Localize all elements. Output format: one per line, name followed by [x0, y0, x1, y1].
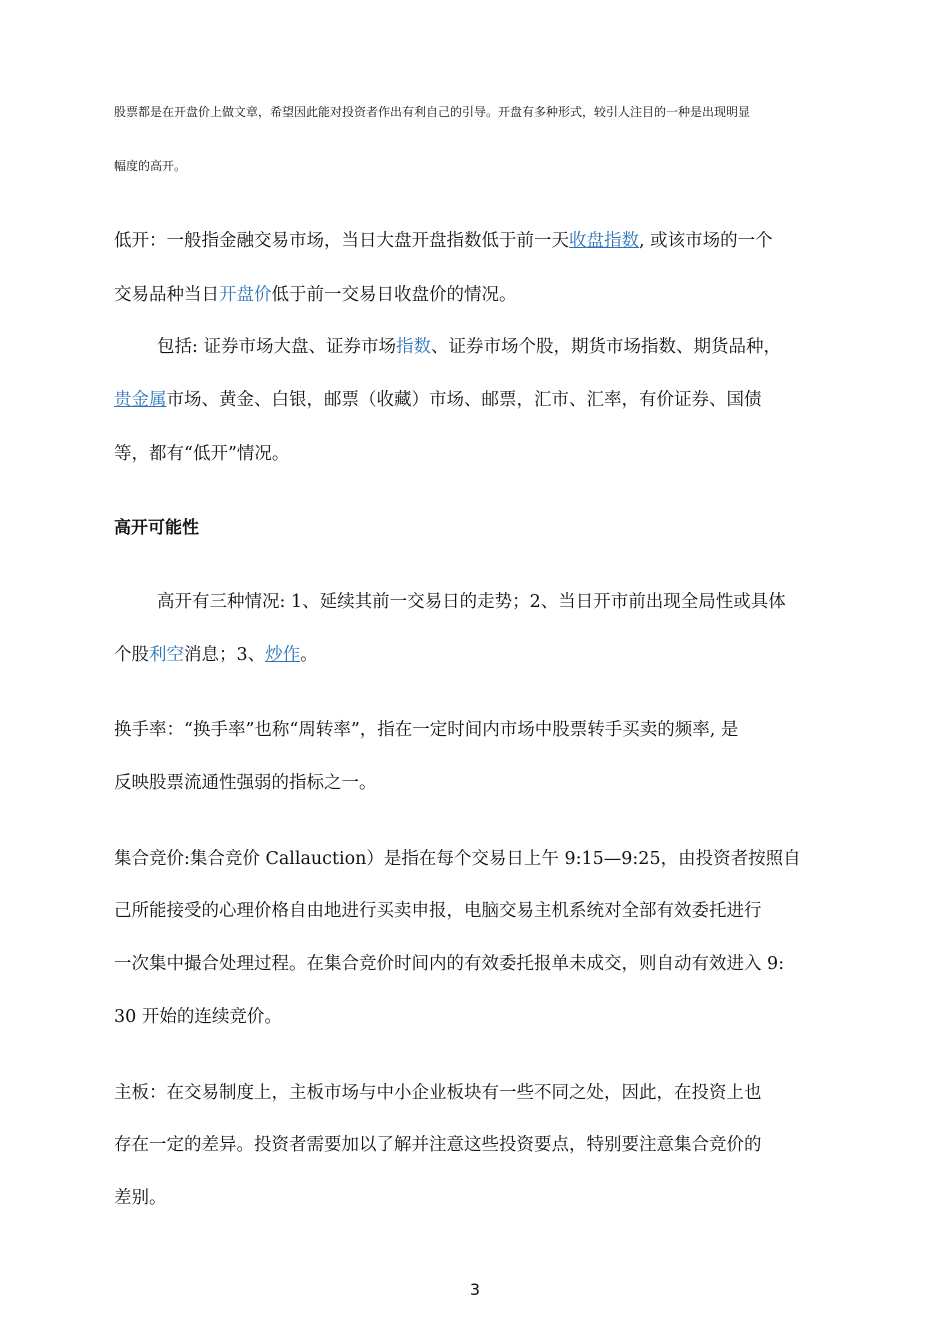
link-bearish[interactable]: 利空 [149, 645, 184, 665]
text-line: 一次集中撮合处理过程。在集合竞价时间内的有效委托报单未成交，则自动有效进入 9: [114, 954, 785, 974]
text-line [114, 386, 762, 411]
text-span: 低于前一交易日收盘价的情况。 [271, 285, 517, 305]
link-precious-metals[interactable]: 贵金属 [114, 390, 167, 410]
text-span: 。 [300, 645, 318, 665]
text-span: 市场、黄金、白银，邮票（收藏）市场、邮票，汇市、汇率，有价证券、国债 [166, 390, 762, 410]
text-span: 个股 [114, 645, 149, 665]
text-span: 低开：一般指金融交易市场，当日大盘开盘指数低于前一天 [114, 231, 569, 251]
text-line: 高开有三种情况: 1、延续其前一交易日的走势；2、当日开市前出现全局性或具体 [157, 592, 786, 612]
text-line: 主板：在交易制度上，主板市场与中小企业板块有一些不同之处，因此，在投资上也 [114, 1083, 762, 1103]
text-line [114, 641, 318, 666]
text-line: 换手率：“换手率”也称“周转率”，指在一定时间内市场中股票转手买卖的频率, 是 [114, 720, 739, 740]
page-number: 3 [469, 1280, 481, 1299]
text-line: 反映股票流通性强弱的指标之一。 [114, 773, 377, 793]
text-span: 交易品种当日 [114, 285, 219, 305]
text-line: 股票都是在开盘价上做文章，希望因此能对投资者作出有利自己的引导。开盘有多种形式，较引人注目的一种是出现明显 [114, 105, 751, 119]
text-line: 30 开始的连续竞价。 [114, 1007, 282, 1027]
text-line: 存在一定的差异。投资者需要加以了解并注意这些投资要点，特别要注意集合竞价的 [114, 1135, 762, 1155]
text-line [114, 281, 517, 306]
text-span: 包括: 证券市场大盘、证券市场 [157, 337, 396, 357]
link-speculation[interactable]: 炒作 [265, 645, 301, 665]
text-line: 差别。 [114, 1188, 167, 1208]
text-line: 幅度的高开。 [114, 159, 187, 173]
text-line [157, 333, 781, 358]
text-line [114, 227, 773, 252]
text-span: , 或该市场的一个 [639, 231, 773, 251]
text-span: 消息；3、 [184, 645, 266, 665]
text-line: 己所能接受的心理价格自由地进行买卖申报，电脑交易主机系统对全部有效委托进行 [114, 901, 762, 921]
text-line: 等，都有“低开”情况。 [114, 444, 290, 464]
text-span: 、证券市场个股，期货市场指数、期货品种， [430, 337, 781, 357]
link-opening-price[interactable]: 开盘价 [219, 285, 272, 305]
text-line: 集合竞价:集合竞价 Callauction）是指在每个交易日上午 9:15—9:25，由投资者按照自 [114, 849, 801, 869]
link-index[interactable]: 指数 [395, 337, 431, 357]
section-heading: 高开可能性 [114, 518, 199, 538]
link-closing-index[interactable]: 收盘指数 [569, 231, 639, 251]
